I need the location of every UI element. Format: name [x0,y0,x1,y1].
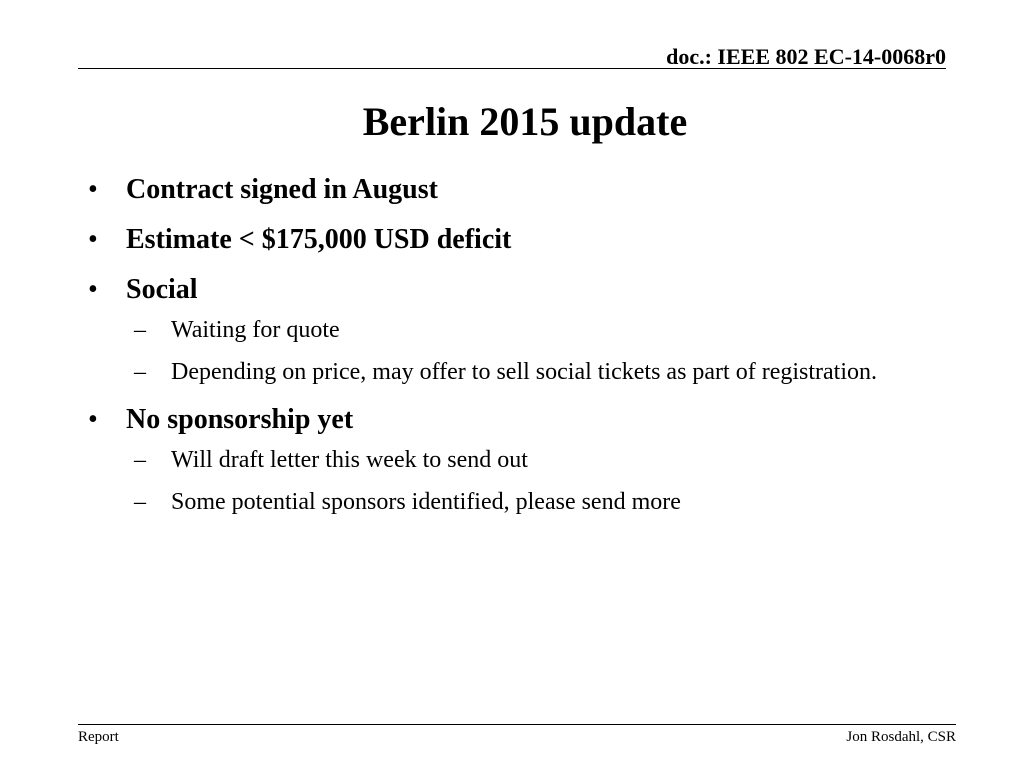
sub-text: Some potential sponsors identified, please send more [171,489,681,515]
sub-marker: – [134,489,146,515]
sub-item [80,444,940,477]
bullet-text: No sponsorship yet [126,404,354,435]
sub-item [80,314,940,347]
footer-divider [78,724,956,725]
footer-left-label: Report [78,729,119,745]
footer-author: Jon Rosdahl, CSR [846,729,956,745]
bullet-marker: • [88,224,98,255]
sub-list [80,444,940,519]
sub-item [80,486,940,519]
bullet-marker: • [88,274,98,305]
bullet-item [80,268,940,312]
sub-list [80,314,940,389]
bullet-text: Contract signed in August [126,174,438,205]
sub-text: Waiting for quote [171,317,340,343]
header-divider [78,68,946,69]
bullet-item [80,218,940,262]
sub-text: Depending on price, may offer to sell social tickets as part of registration. [171,359,878,385]
sub-marker: – [134,317,146,343]
sub-marker: – [134,359,146,385]
bullet-text: Estimate < $175,000 USD deficit [126,224,512,255]
sub-text: Will draft letter this week to send out [171,447,528,473]
document-id: doc.: IEEE 802 EC-14-0068r0 [666,44,946,69]
bullet-item [80,168,940,212]
bullet-marker: • [88,174,98,205]
bullet-text: Social [126,274,198,305]
bullet-item [80,398,940,442]
sub-marker: – [134,447,146,473]
bullet-marker: • [88,404,98,435]
sub-item [80,356,940,389]
slide-body [80,168,940,528]
slide-title: Berlin 2015 update [362,99,688,144]
